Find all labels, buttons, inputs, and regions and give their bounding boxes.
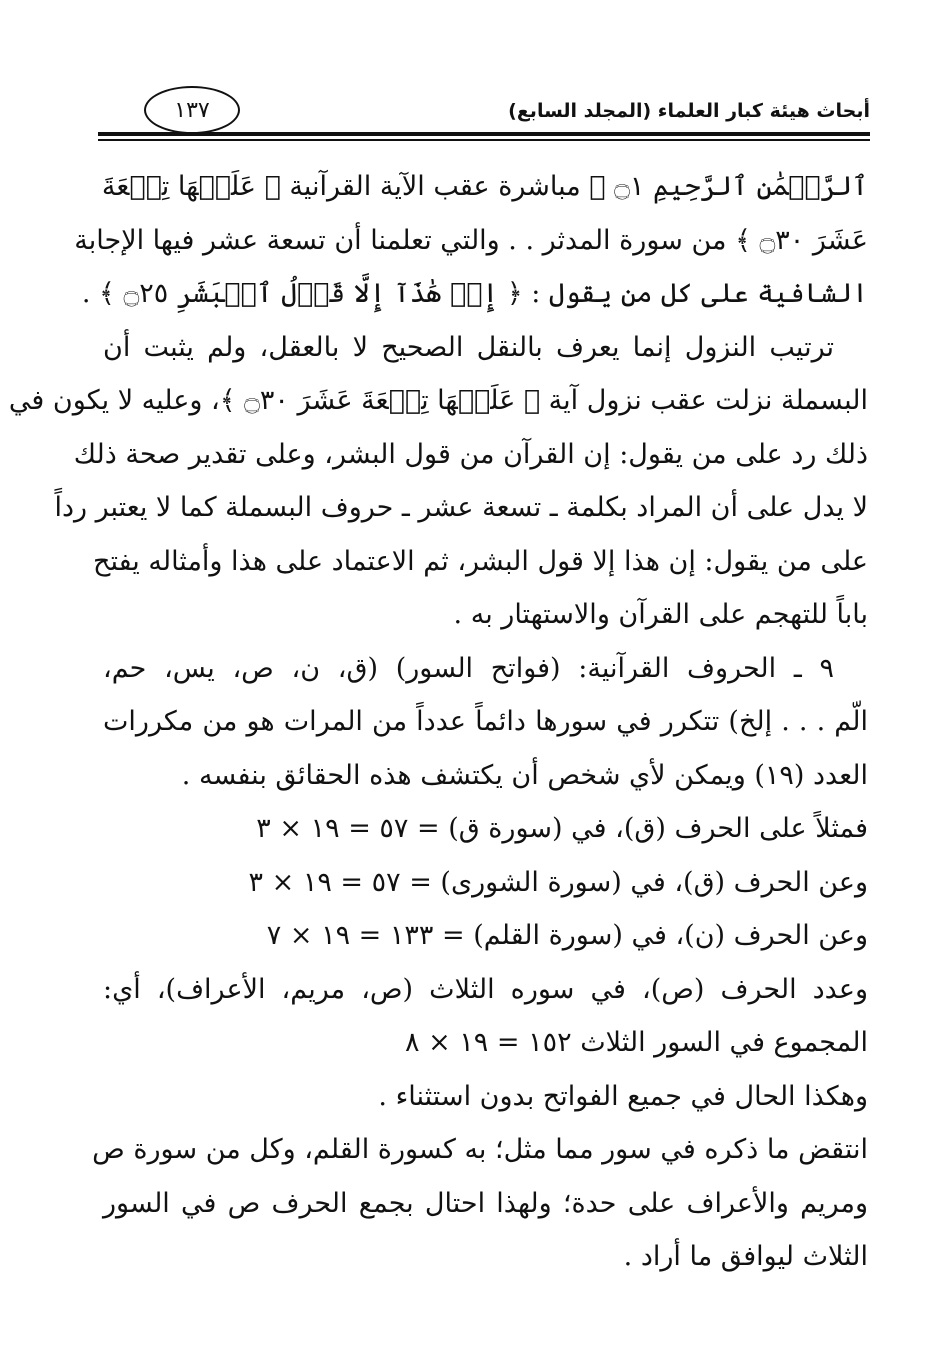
text-line: على من يقول: إن هذا إلا قول البشر، ثم الاعتماد على هذا وأمثاله يفتح: [93, 545, 868, 577]
text-line: باباً للتهجم على القرآن والاستهتار به .: [453, 599, 868, 630]
text-line: المجموع في السور الثلاث ١٥٢ = ١٩ × ٨: [404, 1027, 868, 1058]
header-rule: [98, 132, 870, 136]
text-line: انتقض ما ذكره في سور مما مثل؛ به كسورة القلم، وكل من سورة ص: [92, 1134, 868, 1165]
text-line: لا يدل على أن المراد بكلمة ـ تسعة عشر ـ حروف البسملة كما لا يعتبر رداً: [54, 492, 868, 523]
text-line: وعدد الحرف (ص)، في سوره الثلاث (ص، مريم، الأعراف)، أي:: [103, 973, 868, 1005]
text-line: ومريم والأعراف على حدة؛ ولهذا احتال بجمع الحرف ص في السور: [103, 1187, 868, 1219]
body-text: [8, 160, 868, 1284]
running-title: أبحاث هيئة كبار العلماء (المجلد السابع): [508, 100, 870, 122]
text-line: الشافية على كل من يقول : ﴿ إِنۡ هَٰذَآ إِلَّا قَوۡلُ ٱلۡبَشَرِ ۝٢٥ ﴾ .: [81, 278, 868, 309]
text-line: العدد (١٩) ويمكن لأي شخص أن يكتشف هذه الحقائق بنفسه .: [181, 759, 868, 791]
text-line: ترتيب النزول إنما يعرف بالنقل الصحيح لا بالعقل، ولم يثبت أن: [103, 331, 834, 363]
page-number: ١٣٧: [144, 86, 240, 134]
text-line: وعن الحرف (ن)، في (سورة القلم) = ١٣٣ = ١٩ × ٧: [266, 920, 868, 951]
text-line: ٩ ـ الحروف القرآنية: (فواتح السور) (ق، ن، ص، يس، حم،: [103, 652, 834, 684]
page-header: [98, 82, 870, 144]
text-line: ٱلرَّحۡمَٰنِ ٱلرَّحِيمِ ۝١ ﴾ مباشرة عقب الآية القرآنية ﴿ عَلَيۡهَا تِسۡعَةَ: [101, 171, 868, 202]
header-rule-thin: [98, 139, 870, 141]
text-line: ذلك رد على من يقول: إن القرآن من قول البشر، وعلى تقدير صحة ذلك: [73, 438, 868, 470]
text-line: وهكذا الحال في جميع الفواتح بدون استثناء .: [378, 1080, 868, 1112]
text-line: عَشَرَ ۝٣٠ ﴾ من سورة المدثر . . والتي تعلمنا أن تسعة عشر فيها الإجابة: [74, 224, 868, 256]
text-line: البسملة نزلت عقب نزول آية ﴿ عَلَيۡهَا تِسۡعَةَ عَشَرَ ۝٣٠ ﴾، وعليه لا يكون في: [8, 385, 868, 416]
text-line: وعن الحرف (ق)، في (سورة الشورى) = ٥٧ = ١٩ × ٣: [248, 866, 868, 898]
text-line: فمثلاً على الحرف (ق)، في (سورة ق) = ٥٧ = ١٩ × ٣: [256, 813, 868, 844]
text-line: الثلاث ليوافق ما أراد .: [623, 1241, 868, 1272]
text-line: الّم . . . إلخ) تتكرر في سورها دائماً عدداً من المرات هو من مكررات: [103, 706, 868, 737]
